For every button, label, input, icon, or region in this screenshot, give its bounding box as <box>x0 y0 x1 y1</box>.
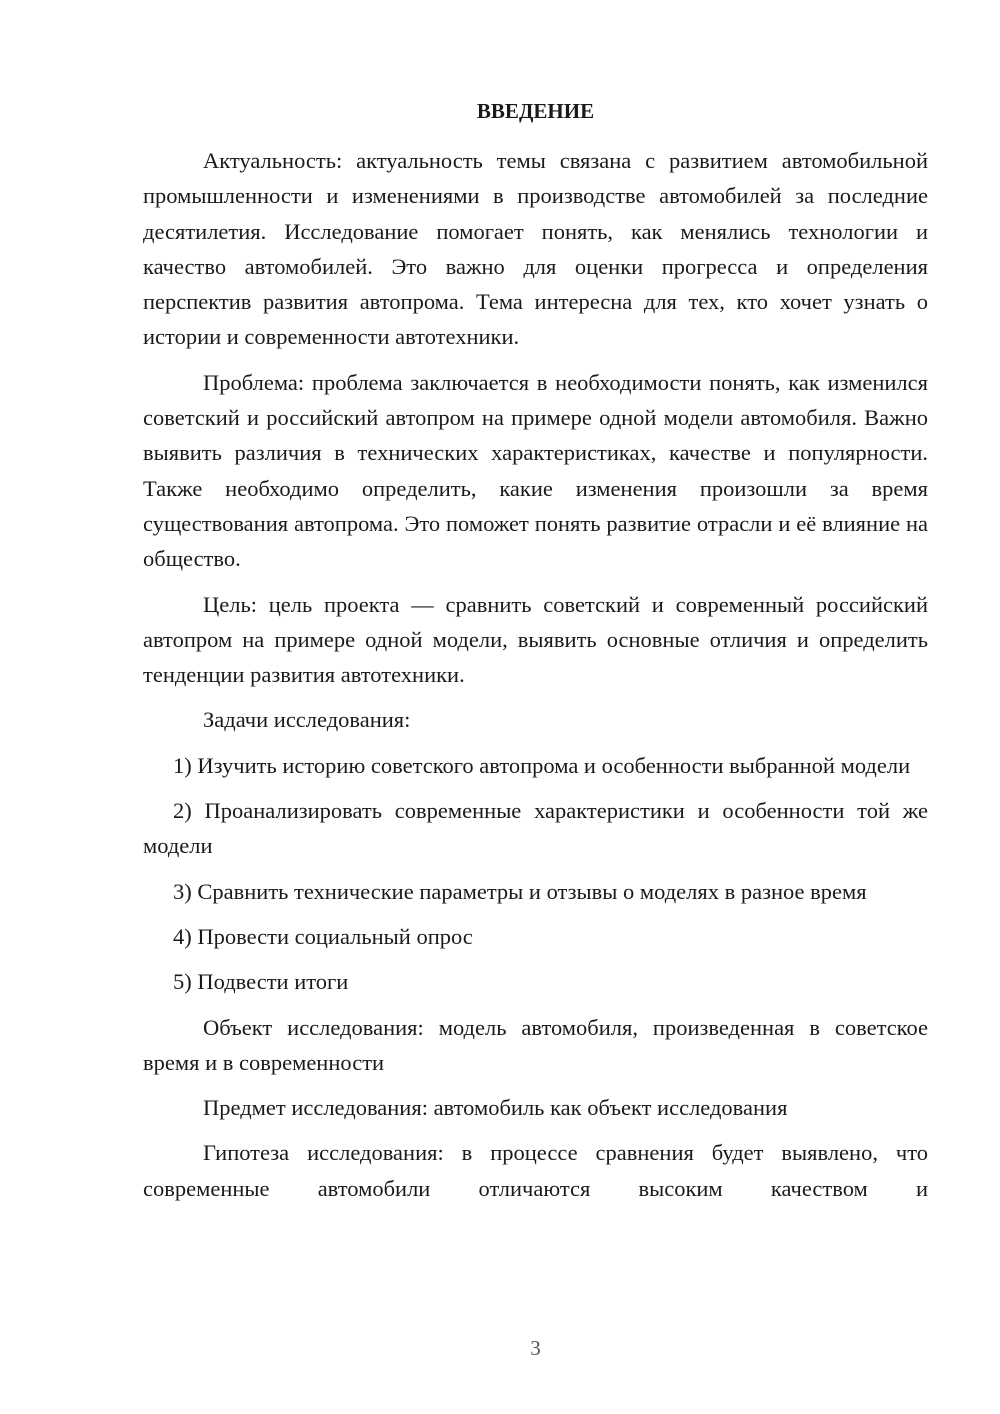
list-item: 4) Провести социальный опрос <box>173 923 473 949</box>
subject-paragraph: Предмет исследования: автомобиль как объект исследования <box>203 1095 788 1121</box>
page-number: 3 <box>530 1336 541 1360</box>
list-item: 5) Подвести итоги <box>173 969 349 995</box>
document-body <box>143 143 928 1216</box>
list-item: 2) Проанализировать современные характеристики и особенности той же модели <box>143 798 928 859</box>
goal-paragraph: Цель: цель проекта — сравнить советский и современный российский автопром на примере одной модели, выявить основные отличия и определить тенденции развития автотехники. <box>143 591 928 688</box>
list-item: 1) Изучить историю советского автопрома и особенности выбранной модели <box>173 752 911 778</box>
list-item: 3) Сравнить технические параметры и отзывы о моделях в разное время <box>173 878 867 904</box>
problem-paragraph: Проблема: проблема заключается в необходимости понять, как изменился советский и российский автопром на примере одной модели автомобиля. Важно выявить различия в технических характеристиках, качестве и популярности. Также необходимо определить, какие изменения произошли за время существования автопрома. Это поможет понять развитие отрасли и её влияние на общество. <box>143 369 928 572</box>
tasks-heading: Задачи исследования: <box>203 707 411 733</box>
object-paragraph: Объект исследования: модель автомобиля, произведенная в советское время и в современности <box>143 1014 928 1075</box>
page-title: ВВЕДЕНИЕ <box>476 99 595 123</box>
document-page <box>143 0 928 1414</box>
relevance-paragraph: Актуальность: актуальность темы связана с развитием автомобильной промышленности и изменениями в производстве автомобилей за последние десятилетия. Исследование помогает понять, как менялись технологии и качество автомобилей. Это важно для оценки прогресса и определения перспектив развития автопрома. Тема интересна для тех, кто хочет узнать о истории и современности автотехники. <box>143 148 928 350</box>
hypothesis-paragraph: Гипотеза исследования: в процессе сравнения будет выявлено, что современные автомобили отличаются высоким качеством и <box>143 1140 928 1201</box>
